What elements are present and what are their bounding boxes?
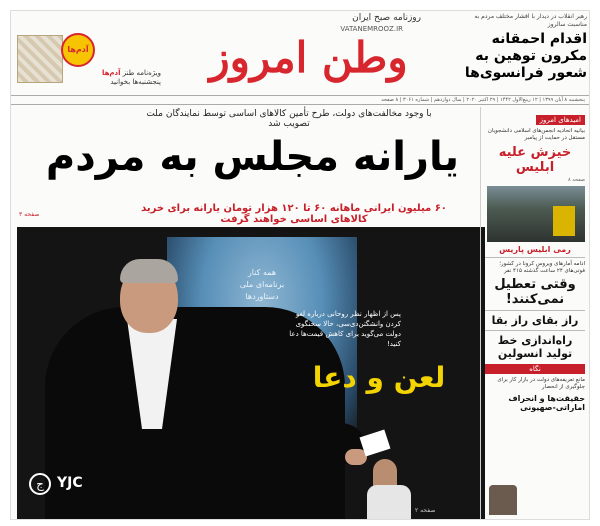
divider	[485, 257, 585, 258]
supplement-line1: ویژه‌نامه طنز	[122, 69, 161, 77]
main-headline: یارانه مجلس به مردم	[45, 134, 459, 180]
banner-line: دستاوردها	[245, 292, 279, 301]
top-right-headline: اقدام احمقانه مکرون توهین به شعور فرانسوی‌ها	[464, 31, 587, 81]
supplement-line3: پنجشنبه‌ها بخوانید	[110, 78, 161, 86]
newspaper-logo: وطن امروز	[209, 33, 408, 82]
main-subheadline: ۶۰ میلیون ایرانی ماهانه ۶۰ تا ۱۲۰ هزار تومان یارانه برای خرید کالاهای اساسی خواهند گرفت	[141, 203, 447, 225]
receiving-sleeve	[367, 485, 411, 519]
speaker-hair	[120, 259, 178, 283]
right-headline-4: راه‌اندازی خط تولید انسولین	[497, 334, 573, 360]
right-headline-5: حقیقت‌ها و انحراف اماراتی-صهیونی	[508, 394, 585, 412]
right-tag: امیدهای امروز	[536, 115, 585, 125]
website: VATANEMROOZ.IR	[340, 25, 403, 33]
banner-line: برنامه‌ای ملی	[239, 280, 285, 289]
yjc-logo-icon: ج	[29, 473, 51, 495]
main-page-ref: صفحه ۳	[19, 211, 40, 218]
banner-shape	[553, 206, 575, 236]
lead-photo	[17, 227, 485, 519]
supplement-line2: آدم‌ها	[101, 69, 121, 77]
supplement-badge: آدم‌ها	[61, 33, 95, 67]
banner-line: همه کنار	[247, 268, 277, 277]
right-headline-2: وقتی تعطیل نمی‌کنند!	[494, 277, 576, 307]
divider	[485, 330, 585, 331]
right-photo	[487, 186, 585, 242]
photo-caption: پس از اظهار نظر روحانی درباره لغو کردن وانشگتن‌دی‌سی، حالا سخنگوی دولت می‌گوید برای کاهش قیمت‌ها دعا کنید!	[289, 310, 401, 348]
photo-page-ref: صفحه ۲	[415, 507, 436, 514]
main-supra-headline: با وجود مخالفت‌های دولت، طرح تأمین کالاهای اساسی توسط نمایندگان ملت تصویب شد	[146, 109, 432, 129]
right-body: مانع تعریفه‌های دولت در بازار کار برای جلوگیری از انحصار	[497, 377, 585, 390]
yjc-watermark: YJC	[57, 475, 83, 491]
right-bottom-tag: نگاه	[485, 364, 585, 374]
top-right-kicker: رهبر انقلاب در دیدار با اقشار مختلف مردم به مناسبت سالروز	[474, 13, 587, 28]
masthead	[11, 11, 590, 99]
right-sub-red: رمی ابلیس پاریس	[499, 245, 571, 254]
top-right-story	[457, 13, 587, 99]
photo-headline: لعن و دعا	[312, 361, 446, 394]
column-divider	[480, 107, 481, 519]
tagline: روزنامه صبح ایران	[352, 13, 421, 23]
newspaper-front-page	[10, 10, 590, 520]
divider	[485, 310, 585, 311]
right-note-2: ادامه آمارهای ویروس کرونا در کشور؛ فوتی‌های ۲۴ ساعت گذشته ۴۱۵ نفر	[499, 261, 585, 274]
note-paper	[360, 429, 391, 456]
columnist-portrait	[489, 485, 517, 515]
right-note: بیانیه اتحادیه انجمن‌های اسلامی دانشجویان مستقل در حمایت از پیامبر	[487, 128, 585, 141]
supplement-promo	[71, 69, 161, 87]
issue-info-bar: پنجشنبه ۸ آبان ۱۳۹۹ | ۱۲ ربیع‌الاول ۱۴۴۲ | ۲۹ اکتبر ۲۰۲۰ | سال دوازدهم | شماره ۳۰۶۱ | ۸ صفحه	[11, 95, 590, 105]
right-meta: صفحه ۸	[568, 177, 585, 183]
right-column	[485, 107, 585, 519]
right-headline-1: خیزش علیه ابلیس	[498, 145, 572, 175]
supplement-thumbnail	[17, 35, 63, 83]
right-headline-3: راز بقای راز بقا	[491, 314, 579, 327]
